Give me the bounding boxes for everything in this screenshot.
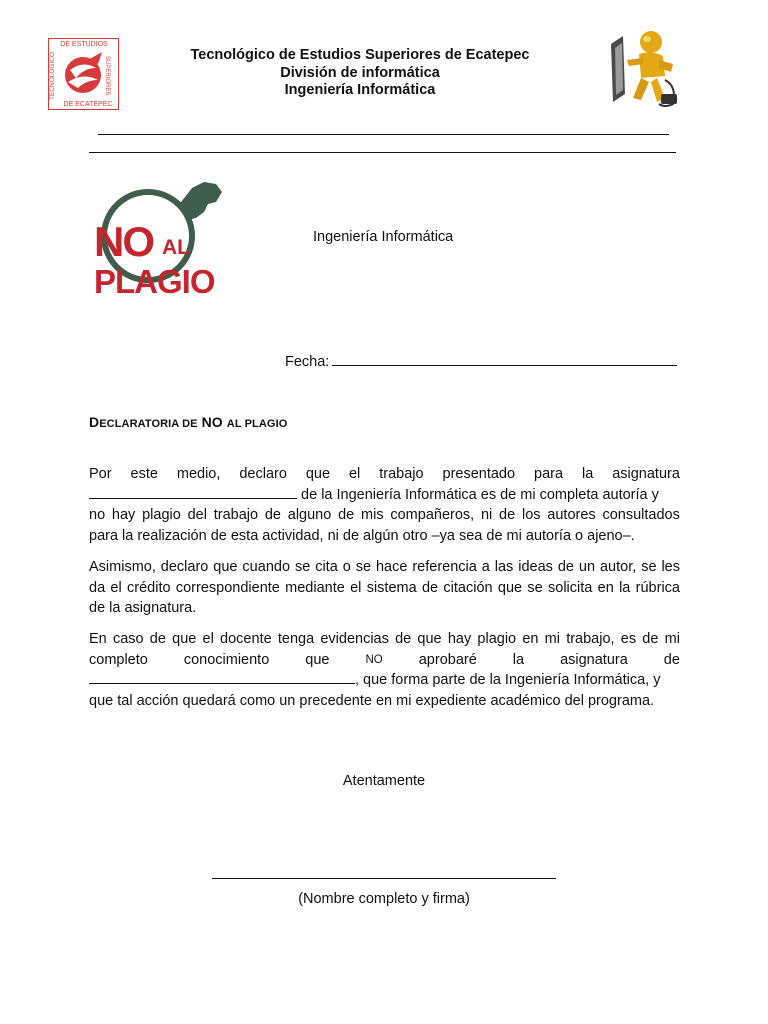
title-part1: ECLARATORIA DE [99, 418, 198, 430]
word: mi [664, 631, 680, 647]
word: es [620, 631, 637, 647]
word: que [305, 466, 331, 482]
paragraph-3-line-4: que tal acción quedará como un precedente en mi expediente académico del programa. [89, 693, 655, 710]
word: de [642, 631, 659, 647]
logo-text-top: DE ESTUDIOS [60, 41, 108, 48]
word: presentado [442, 466, 516, 482]
closing: Atentamente [342, 773, 426, 789]
word: aprobaré [418, 651, 477, 668]
title-cap-letter: D [89, 414, 100, 430]
word: no [89, 507, 106, 524]
word: trabajo, [566, 631, 615, 647]
paragraph-3-line-3-text: , que forma parte de la Ingeniería Informática, y [355, 672, 661, 689]
signature-line [212, 878, 556, 879]
fecha-label: Fecha: [285, 354, 330, 370]
word: hay [447, 631, 472, 647]
paragraph-3-line-1 [89, 629, 680, 650]
word: hay [111, 507, 136, 524]
word: En [89, 631, 107, 647]
word: el [202, 631, 214, 647]
fecha-blank-line [332, 353, 677, 366]
word: medio, [176, 466, 221, 482]
division-name: División de informática [280, 64, 440, 81]
header-block [160, 47, 560, 100]
word: Por [89, 466, 112, 482]
subject-blank-line [89, 485, 297, 499]
declaration-title [89, 414, 287, 430]
paragraph-2-text: Asimismo, declaro que cuando se cita o se hace referencia a las ideas de un autor, se les da el crédito correspondiente mediante el sistema de citación que se solicita en la rúbrica de la asignatura. [89, 559, 680, 617]
word: de [264, 507, 281, 524]
word: alguno [287, 507, 332, 524]
word: que [172, 631, 197, 647]
word: mi [544, 631, 560, 647]
word: trabajo [379, 466, 424, 482]
word: que [305, 651, 330, 668]
word: ni [480, 507, 493, 524]
signature-label: (Nombre completo y firma) [298, 891, 470, 907]
logo-text-bottom: DE ECATEPEC [63, 101, 113, 108]
paragraph-3-line-2 [89, 650, 680, 671]
header-rule-1 [98, 134, 669, 135]
word: mis [361, 507, 384, 524]
header-rule-2 [89, 152, 676, 153]
word: de [499, 507, 516, 524]
word: completo [89, 651, 148, 668]
paragraph-1-line-3 [89, 505, 680, 526]
word: tenga [277, 631, 315, 647]
badge-plagio-text: PLAGIO [94, 263, 215, 298]
word: de [338, 507, 355, 524]
word: caso [112, 631, 144, 647]
word: docente [220, 631, 272, 647]
word: trabajo [213, 507, 259, 524]
word: plagio [477, 631, 517, 647]
title-no: NO [201, 414, 223, 430]
logo-text-left: TECNOLÓGICO [49, 51, 56, 100]
word: para [534, 466, 564, 482]
badge-no-text: NO [94, 218, 153, 265]
program-name: Ingeniería Informática [284, 82, 436, 98]
word: los [521, 507, 541, 524]
paragraph-3 [89, 629, 680, 712]
institution-name: Tecnológico de Estudios Superiores de Ecatepec [190, 47, 530, 63]
word: autores [547, 507, 596, 524]
word: la [581, 466, 594, 482]
no-al-plagio-badge [92, 178, 228, 298]
no-emphasis: NO [365, 653, 383, 666]
title-part2: AL PLAGIO [226, 418, 288, 430]
word: que [417, 631, 442, 647]
word: de [149, 631, 166, 647]
paragraph-1-line-4: para la realización de esta actividad, ni de algún otro –ya sea de mi autoría o ajeno–. [89, 528, 635, 545]
paragraph-1-line-2-text: de la Ingeniería Informática es de mi completa autoría y [301, 486, 659, 503]
fecha-field [285, 353, 677, 370]
paragraph-3-line-3 [89, 670, 680, 691]
subtitle: Ingeniería Informática [313, 229, 454, 245]
computer-worker-illustration [603, 24, 685, 112]
word: la [512, 651, 525, 668]
logo-text-side: SUPERIORES [104, 56, 110, 96]
paragraph-1-line-1 [89, 464, 680, 485]
word: asignatura [612, 466, 680, 482]
word: de [395, 631, 412, 647]
word: del [187, 507, 207, 524]
paragraph-1-line-2 [89, 485, 680, 506]
word: de [663, 651, 680, 668]
paragraph-1 [89, 464, 680, 547]
tese-logo [48, 38, 119, 110]
badge-al-text: AL [162, 236, 190, 259]
word: en [522, 631, 539, 647]
subject-blank-line-2 [89, 670, 355, 684]
word: declaro [239, 466, 287, 482]
word: asignatura [560, 651, 628, 668]
word: el [348, 466, 361, 482]
word: compañeros, [390, 507, 475, 524]
paragraph-2 [89, 557, 680, 619]
word: plagio [142, 507, 181, 524]
word: evidencias [320, 631, 389, 647]
word: este [130, 466, 158, 482]
word: conocimiento [183, 651, 270, 668]
word: consultados [602, 507, 680, 524]
